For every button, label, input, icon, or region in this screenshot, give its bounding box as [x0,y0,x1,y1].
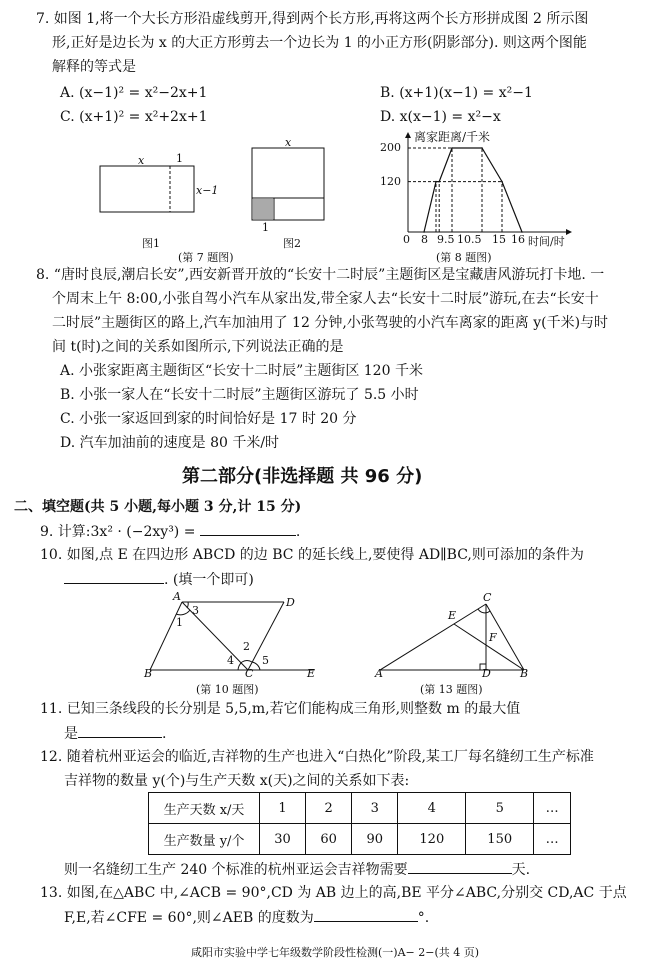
fig2-label: 图2 [283,237,301,250]
q10-point-c: C [245,667,254,680]
q10-angle-1: 1 [176,616,183,629]
q8-line-4: 间 t(时)之间的关系如图所示,下列说法正确的是 [52,339,344,355]
table-row [149,793,571,824]
q7-line-3: 解释的等式是 [52,59,136,75]
y-axis-arrow [405,132,411,138]
day-cell: 2 [306,793,352,824]
q9-end: . [295,524,301,540]
q13-figure [374,592,544,682]
q11-line-2 [64,722,166,745]
fig2-x-label: x [285,136,292,149]
y-tick-0: 0 [403,233,410,246]
angle-4-arc [238,662,242,670]
q10-point-b: B [144,667,153,680]
q7-caption: (第 7 题图) [178,251,234,264]
y-tick-120: 120 [380,175,401,188]
count-cell: 150 [466,824,534,855]
q10-angle-2: 2 [243,640,250,653]
q7-option-c: C. (x+1)² = x²+2x+1 [60,109,208,125]
q11-end: . [162,726,167,742]
q8-graph [376,128,576,248]
row-1-header: 生产天数 x/天 [149,793,260,824]
y-tick-200: 200 [380,141,401,154]
q8-caption: (第 8 题图) [436,251,492,264]
fig1-x-label: x [138,154,145,167]
day-cell: 4 [398,793,466,824]
q8-line-2: 个周末上午 8:00,小张自驾小汽车从家出发,带全家人去“长安十二时辰”游玩,在去“长安十 [52,291,599,307]
q8-option-a: A. 小张家距离主题街区“长安十二时辰”主题街区 120 千米 [60,363,423,379]
q13-question: F,E,若∠CFE = 60°,则∠AEB 的度数为 [64,910,314,926]
q13-line-1: 13. 如图,在△ABC 中,∠ACB = 90°,CD 为 AB 边上的高,BE 平分∠ABC,分别交 CD,AC 于点 [40,885,627,901]
x-axis-arrow [566,229,572,235]
q13-caption: (第 13 题图) [420,683,483,696]
count-cell: 120 [398,824,466,855]
count-cell: 90 [352,824,398,855]
q11-line-1: 11. 已知三条线段的长分别是 5,5,m,若它们能构成三角形,则整数 m 的最大值 [40,701,521,717]
q10-angle-3: 3 [192,604,199,617]
q11-prefix: 是 [64,726,78,742]
q10-angle-4: 4 [227,654,234,667]
count-cell: 60 [306,824,352,855]
q7-line-2: 形,正好是边长为 x 的大正方形剪去一个边长为 1 的小正方形(阴影部分). 则这两个图能 [52,35,587,51]
q13-end: °. [417,910,430,926]
q12-table [148,792,571,855]
angle-c-arc [478,609,490,613]
q12-answer-blank[interactable] [408,858,512,874]
q7-figure-2 [246,140,336,230]
q7-option-a: A. (x−1)² = x²−2x+1 [60,85,208,101]
count-cell: … [534,824,571,855]
fig2-shaded-square [253,199,273,219]
day-cell: … [534,793,571,824]
q12-line-2: 吉祥物的数量 y(个)与生产天数 x(天)之间的关系如下表: [64,773,410,789]
q8-ylabel: 离家距离/千米 [414,130,491,144]
page-footer: 咸阳市实验中学七年级数学阶段性检测(一)A− 2−(共 4 页) [190,946,480,959]
q13-answer-blank[interactable] [314,906,418,922]
count-cell: 30 [260,824,306,855]
q10-caption: (第 10 题图) [196,683,259,696]
q8-option-c: C. 小张一家返回到家的时间恰好是 17 时 20 分 [60,411,357,427]
q8-option-b: B. 小张一家人在“长安十二时辰”主题街区游玩了 5.5 小时 [60,387,419,403]
segment-ab [150,602,182,670]
x-tick-9-5: 9.5 [437,233,455,246]
fig1-side-label: x−1 [196,184,219,197]
q12-line-1: 12. 随着杭州亚运会的临近,吉祥物的生产也进入“白热化”阶段,某工厂每名缝纫工生产标准 [40,749,594,765]
q8-option-d: D. 汽车加油前的速度是 80 千米/时 [60,435,280,451]
fig1-rectangle [100,166,194,212]
q9-answer-blank[interactable] [200,520,296,536]
table-row [149,824,571,855]
day-cell: 1 [260,793,306,824]
q10-point-a: A [173,590,181,603]
q12-question: 则一名缝纫工生产 240 个标准的杭州亚运会吉祥物需要 [64,862,408,878]
q10-answer-blank[interactable] [64,568,164,584]
q13-point-b: B [520,667,529,680]
q9-text [40,520,300,543]
q12-end: 天. [511,862,531,878]
q13-point-e: E [448,609,457,622]
q10-point-e: E [307,667,316,680]
q9-prompt: 9. 计算:3x² · (−2xy³) = [40,524,196,540]
fig2-one-label: 1 [262,221,269,234]
q7-figure-1 [96,150,206,220]
fill-in-heading: 二、填空题(共 5 小题,每小题 3 分,计 15 分) [14,499,302,515]
x-tick-15: 15 [492,233,506,246]
x-tick-10-5: 10.5 [457,233,482,246]
q10-hint: . (填一个即可) [164,572,254,588]
q13-point-a: A [375,667,383,680]
q8-line-3: 二时辰”主题街区的路上,汽车加油用了 12 分钟,小张驾驶的小汽车离家的距离 y(千米)与时 [52,315,609,331]
q13-point-f: F [489,631,497,644]
segment-ac [380,604,486,670]
x-tick-8: 8 [421,233,428,246]
section-2-title: 第二部分(非选择题 共 96 分) [182,466,423,487]
q10-line-2 [64,568,254,591]
q7-line-1: 7. 如图 1,将一个大长方形沿虚线剪开,得到两个长方形,再将这两个长方形拼成图 2 所示图 [36,11,589,27]
q7-option-d: D. x(x−1) = x²−x [380,109,501,125]
q13-point-d: D [482,667,491,680]
q7-option-b: B. (x+1)(x−1) = x²−1 [380,85,533,101]
q13-line-2 [64,906,429,929]
angle-3-arc [187,602,188,608]
day-cell: 3 [352,793,398,824]
angle-2-arc [242,661,252,662]
q10-point-d: D [286,596,295,609]
q12-line-3 [64,858,530,881]
q11-answer-blank[interactable] [78,722,162,738]
q10-line-1: 10. 如图,点 E 在四边形 ABCD 的边 BC 的延长线上,要使得 AD∥BC,则可添加的条件为 [40,547,584,563]
q8-xlabel: 时间/时 [528,235,565,248]
day-cell: 5 [466,793,534,824]
x-tick-16: 16 [511,233,525,246]
q10-angle-5: 5 [262,654,269,667]
fig1-one-label: 1 [176,152,183,165]
q10-figure [138,592,330,682]
fig1-label: 图1 [142,237,160,250]
q8-line-1: 8. “唐时良辰,潮启长安”,西安新晋开放的“长安十二时辰”主题街区是宝藏唐风游玩打卡地. 一 [36,267,605,283]
row-2-header: 生产数量 y/个 [149,824,260,855]
q13-point-c: C [483,591,492,604]
